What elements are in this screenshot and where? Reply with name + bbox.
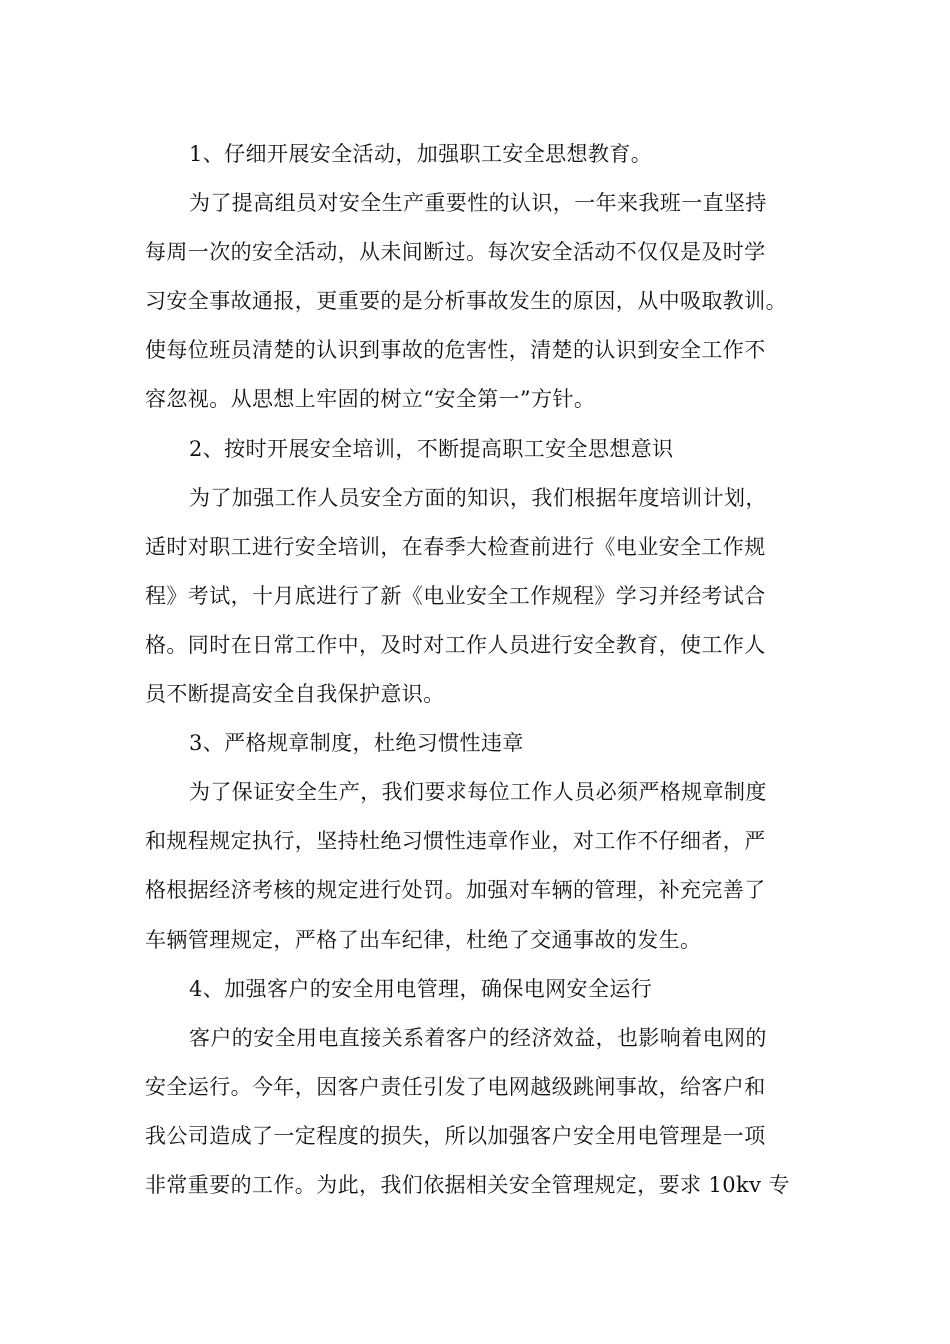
paragraph-4-line-4: 非常重要的工作。为此，我们依据相关安全管理规定，要求 10kv 专 [145, 1172, 790, 1197]
heading-3: 3、严格规章制度，杜绝习惯性违章 [189, 731, 524, 756]
paragraph-1-line-5: 容忽视。从思想上牢固的树立“安全第一”方针。 [145, 387, 596, 412]
paragraph-3-line-1: 为了保证安全生产，我们要求每位工作人员必须严格规章制度 [189, 780, 767, 805]
paragraph-2-line-2: 适时对职工进行安全培训，在春季大检查前进行《电业安全工作规 [145, 534, 766, 559]
paragraph-2-line-1: 为了加强工作人员安全方面的知识，我们根据年度培训计划， [189, 485, 767, 510]
paragraph-4-line-2: 安全运行。今年，因客户责任引发了电网越级跳闸事故，给客户和 [145, 1074, 766, 1099]
paragraph-1-line-3: 习安全事故通报，更重要的是分析事故发生的原因，从中吸取教训。 [145, 289, 787, 314]
paragraph-4-line-3: 我公司造成了一定程度的损失，所以加强客户安全用电管理是一项 [145, 1123, 766, 1148]
paragraph-3-line-4: 车辆管理规定，严格了出车纪律，杜绝了交通事故的发生。 [145, 927, 702, 952]
paragraph-1-line-4: 使每位班员清楚的认识到事故的危害性，清楚的认识到安全工作不 [145, 338, 766, 363]
heading-1: 1、仔细开展安全活动，加强职工安全思想教育。 [189, 142, 653, 166]
heading-4: 4、加强客户的安全用电管理，确保电网安全运行 [189, 976, 653, 1001]
paragraph-2-line-3: 程》考试，十月底进行了新《电业安全工作规程》学习并经考试合 [145, 583, 766, 608]
paragraph-4-line-1: 客户的安全用电直接关系着客户的经济效益，也影响着电网的 [189, 1025, 767, 1050]
paragraph-1-line-1: 为了提高组员对安全生产重要性的认识，一年来我班一直坚持 [189, 191, 767, 216]
paragraph-1-line-2: 每周一次的安全活动，从未间断过。每次安全活动不仅仅是及时学 [145, 240, 766, 265]
paragraph-2-line-5: 员不断提高安全自我保护意识。 [145, 682, 445, 707]
paragraph-3-line-3: 格根据经济考核的规定进行处罚。加强对车辆的管理，补充完善了 [145, 878, 766, 903]
paragraph-3-line-2: 和规程规定执行，坚持杜绝习惯性违章作业，对工作不仔细者，严 [145, 829, 766, 854]
document-body [145, 130, 815, 1210]
heading-2: 2、按时开展安全培训，不断提高职工安全思想意识 [189, 436, 674, 461]
paragraph-2-line-4: 格。同时在日常工作中，及时对工作人员进行安全教育，使工作人 [145, 632, 766, 657]
